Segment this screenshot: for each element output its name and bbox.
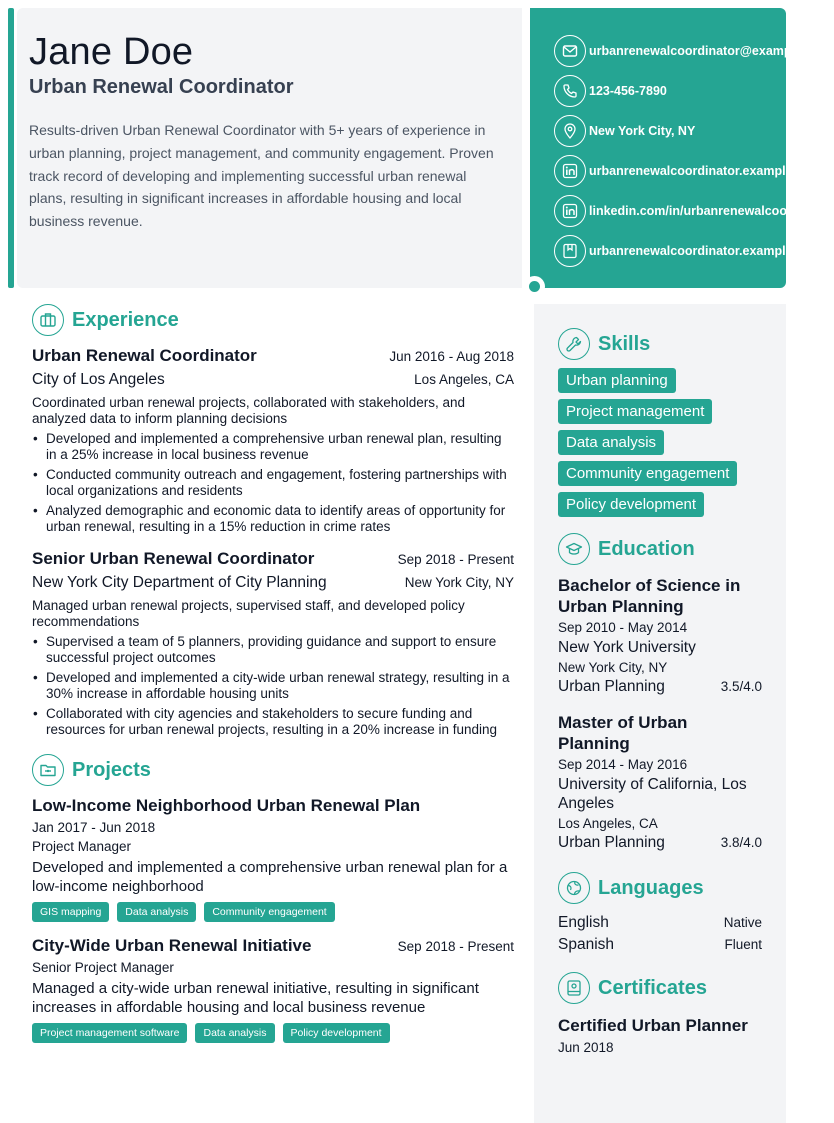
contact-phone-text: 123-456-7890 bbox=[589, 84, 667, 98]
job-bullet: • Developed and implemented a city-wide urban renewal strategy, resulting in a 30% increase in affordable housing units bbox=[32, 670, 514, 702]
certificates-heading bbox=[558, 972, 762, 1004]
contact-email-text: urbanrenewalcoordinator@example.com bbox=[589, 44, 832, 58]
globe-icon bbox=[558, 872, 590, 904]
job-title: Urban Renewal Coordinator bbox=[32, 346, 257, 365]
certificates-title: Certificates bbox=[598, 976, 707, 999]
education-date: Sep 2010 - May 2014 bbox=[558, 620, 688, 635]
timeline-dot-inner bbox=[529, 281, 540, 292]
project-entry bbox=[32, 796, 514, 922]
project-role: Senior Project Manager bbox=[32, 960, 174, 975]
header-summary-panel bbox=[17, 8, 522, 288]
skill-chip: Data analysis bbox=[558, 430, 664, 455]
language-level: Native bbox=[723, 915, 762, 930]
project-tag: Data analysis bbox=[117, 902, 196, 922]
certificate-title: Certified Urban Planner bbox=[558, 1016, 748, 1035]
education-gpa: 3.8/4.0 bbox=[720, 835, 762, 850]
briefcase-icon bbox=[32, 304, 64, 336]
candidate-title: Urban Renewal Coordinator bbox=[29, 76, 294, 98]
contact-site-1[interactable] bbox=[554, 151, 822, 191]
skill-chip: Project management bbox=[558, 399, 712, 424]
folder-icon bbox=[32, 754, 64, 786]
skills-list bbox=[558, 368, 762, 517]
contact-phone[interactable] bbox=[554, 71, 786, 111]
language-name: English bbox=[558, 914, 609, 931]
job-title: Senior Urban Renewal Coordinator bbox=[32, 549, 315, 568]
skill-chip: Policy development bbox=[558, 492, 704, 517]
certificate-date: Jun 2018 bbox=[558, 1040, 614, 1055]
project-tag: GIS mapping bbox=[32, 902, 109, 922]
languages-list bbox=[558, 914, 762, 954]
education-entry bbox=[558, 575, 762, 696]
languages-title: Languages bbox=[598, 876, 704, 899]
project-role: Project Manager bbox=[32, 839, 132, 854]
linkedin-icon bbox=[554, 155, 586, 187]
project-tags bbox=[32, 1023, 514, 1043]
skills-title: Skills bbox=[598, 332, 651, 355]
job-bullet: • Conducted community outreach and engagement, fostering partnerships with local organizations and residents bbox=[32, 467, 514, 499]
project-tag: Project management software bbox=[32, 1023, 187, 1043]
project-description: Developed and implemented a comprehensive urban renewal plan for a low-income neighborhood bbox=[32, 859, 508, 895]
project-description: Managed a city-wide urban renewal initiative, resulting in significant increases in affordable housing and local business revenue bbox=[32, 980, 479, 1016]
education-field: Urban Planning bbox=[558, 678, 665, 695]
graduation-cap-icon bbox=[558, 533, 590, 565]
project-date: Jan 2017 - Jun 2018 bbox=[32, 820, 156, 835]
job-bullet: • Analyzed demographic and economic data to identify areas of opportunity for urban renewal, resulting in a 15% reduction in crime rates bbox=[32, 503, 514, 535]
website-icon bbox=[554, 235, 586, 267]
education-gpa: 3.5/4.0 bbox=[720, 679, 762, 694]
project-tag: Data analysis bbox=[195, 1023, 274, 1043]
project-title: City-Wide Urban Renewal Initiative bbox=[32, 936, 312, 955]
contact-location bbox=[554, 111, 786, 151]
project-entry bbox=[32, 936, 514, 1043]
education-degree: Master of Urban Planning bbox=[558, 713, 688, 753]
job-bullets bbox=[32, 431, 514, 535]
experience-entry bbox=[32, 346, 514, 535]
languages-heading bbox=[558, 872, 762, 904]
job-date: Sep 2018 - Present bbox=[397, 552, 514, 567]
summary-text: Results-driven Urban Renewal Coordinator with 5+ years of experience in urban planning, project management, and community engagement. Proven track record of developing and implementing successful urban renewal plans, resulting in significant increases in affordable housing and local business revenue. bbox=[29, 122, 494, 230]
education-school: New York University bbox=[558, 639, 696, 656]
language-item bbox=[558, 936, 762, 954]
job-location: New York City, NY bbox=[404, 575, 514, 590]
candidate-name: Jane Doe bbox=[29, 31, 194, 73]
education-title: Education bbox=[598, 537, 695, 560]
projects-heading bbox=[32, 754, 514, 786]
job-description: Coordinated urban renewal projects, collaborated with stakeholders, and analyzed data to inform planning decisions bbox=[32, 395, 466, 426]
project-date: Sep 2018 - Present bbox=[397, 939, 514, 954]
certificate-icon bbox=[558, 972, 590, 1004]
sidebar-column bbox=[534, 304, 786, 1123]
education-location: New York City, NY bbox=[558, 660, 668, 675]
language-name: Spanish bbox=[558, 936, 615, 953]
skill-chip: Community engagement bbox=[558, 461, 737, 486]
main-column bbox=[32, 304, 514, 1043]
experience-title: Experience bbox=[72, 308, 179, 331]
location-icon bbox=[554, 115, 586, 147]
language-level: Fluent bbox=[724, 937, 762, 952]
education-degree: Bachelor of Science in Urban Planning bbox=[558, 576, 741, 616]
project-tags bbox=[32, 902, 514, 922]
contact-email[interactable] bbox=[554, 31, 832, 71]
skill-chip: Urban planning bbox=[558, 368, 676, 393]
header-accent-bar bbox=[8, 8, 14, 288]
job-org: City of Los Angeles bbox=[32, 371, 165, 388]
education-location: Los Angeles, CA bbox=[558, 816, 658, 831]
language-item bbox=[558, 914, 762, 932]
phone-icon bbox=[554, 75, 586, 107]
contact-linkedin[interactable] bbox=[554, 191, 834, 231]
contact-site-2[interactable] bbox=[554, 231, 822, 271]
experience-entry bbox=[32, 549, 514, 738]
job-date: Jun 2016 - Aug 2018 bbox=[389, 349, 514, 364]
email-icon bbox=[554, 35, 586, 67]
education-date: Sep 2014 - May 2016 bbox=[558, 757, 688, 772]
job-description: Managed urban renewal projects, supervised staff, and developed policy recommendations bbox=[32, 598, 465, 629]
job-location: Los Angeles, CA bbox=[414, 372, 514, 387]
skills-heading bbox=[558, 328, 762, 360]
job-bullet: • Developed and implemented a comprehensive urban renewal plan, resulting in a 25% increase in local business revenue bbox=[32, 431, 514, 463]
project-title: Low-Income Neighborhood Urban Renewal Plan bbox=[32, 796, 421, 815]
education-entry bbox=[558, 712, 762, 852]
job-bullets bbox=[32, 634, 514, 738]
job-bullet: • Collaborated with city agencies and stakeholders to secure funding and resources for urban renewal projects, resulting in a 20% increase in funding bbox=[32, 706, 514, 738]
contact-site-2-text: urbanrenewalcoordinator.example.com bbox=[589, 244, 822, 258]
education-field: Urban Planning bbox=[558, 834, 665, 851]
projects-title: Projects bbox=[72, 758, 151, 781]
contact-linkedin-text: linkedin.com/in/urbanrenewalcoordinator bbox=[589, 204, 834, 218]
project-tag: Community engagement bbox=[204, 902, 334, 922]
linkedin-icon bbox=[554, 195, 586, 227]
contact-panel bbox=[530, 8, 834, 288]
experience-heading bbox=[32, 304, 514, 336]
contact-location-text: New York City, NY bbox=[589, 124, 696, 138]
wrench-icon bbox=[558, 328, 590, 360]
education-heading bbox=[558, 533, 762, 565]
contact-site-1-text: urbanrenewalcoordinator.example.com bbox=[589, 164, 822, 178]
project-tag: Policy development bbox=[283, 1023, 390, 1043]
job-bullet: • Supervised a team of 5 planners, providing guidance and support to ensure successful project outcomes bbox=[32, 634, 514, 666]
education-school: University of California, Los Angeles bbox=[558, 776, 747, 812]
job-org: New York City Department of City Planning bbox=[32, 574, 327, 591]
